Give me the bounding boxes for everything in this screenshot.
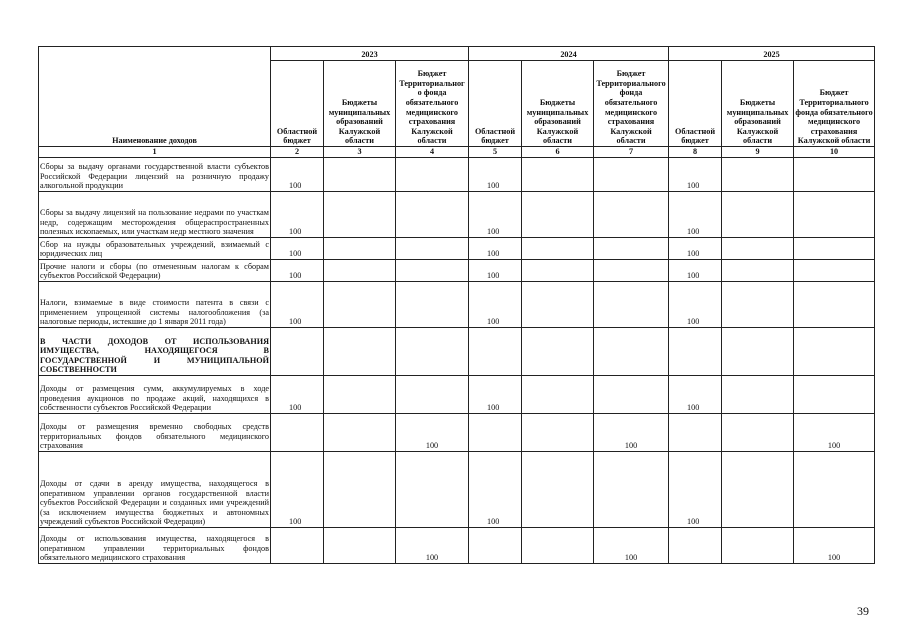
share-percent-cell bbox=[722, 376, 794, 414]
share-percent-cell bbox=[396, 452, 469, 528]
table-row bbox=[39, 528, 875, 564]
share-percent-cell: 100 bbox=[794, 528, 875, 564]
column-number: 8 bbox=[669, 147, 722, 158]
section-heading: В ЧАСТИ ДОХОДОВ ОТ ИСПОЛЬЗОВАНИЯ ИМУЩЕСТВА, НАХОДЯЩЕГОСЯ В ГОСУДАРСТВЕННОЙ И МУНИЦИПАЛЬНОЙ СОБСТВЕННОСТИ bbox=[39, 328, 271, 376]
share-percent-cell: 100 bbox=[271, 282, 324, 328]
share-percent-cell bbox=[722, 238, 794, 260]
column-number: 1 bbox=[39, 147, 271, 158]
share-percent-cell bbox=[594, 158, 669, 192]
share-percent-cell bbox=[522, 158, 594, 192]
share-percent-cell: 100 bbox=[669, 260, 722, 282]
share-percent-cell: 100 bbox=[594, 414, 669, 452]
income-name-cell: Доходы от сдачи в аренду имущества, находящегося в оперативном управлении органов государственной власти субъектов Российской Федерации и созданных ими учреждений (за исключением имущества бюджетных и автономных учреждений субъектов Российской Федерации) bbox=[39, 452, 271, 528]
share-percent-cell: 100 bbox=[271, 376, 324, 414]
share-percent-cell bbox=[594, 328, 669, 376]
share-percent-cell bbox=[594, 238, 669, 260]
header-municipal-budgets-2023: Бюджеты муниципальных образований Калужской области bbox=[324, 61, 396, 147]
share-percent-cell: 100 bbox=[669, 452, 722, 528]
header-municipal-budgets-2025: Бюджеты муниципальных образований Калужской области bbox=[722, 61, 794, 147]
column-number: 10 bbox=[794, 147, 875, 158]
share-percent-cell: 100 bbox=[271, 260, 324, 282]
table-row bbox=[39, 376, 875, 414]
share-percent-cell bbox=[396, 192, 469, 238]
income-name-cell: Сборы за выдачу органами государственной власти субъектов Российской Федерации лицензий на розничную продажу алкогольной продукции bbox=[39, 158, 271, 192]
share-percent-cell bbox=[794, 452, 875, 528]
share-percent-cell bbox=[396, 158, 469, 192]
share-percent-cell bbox=[522, 328, 594, 376]
share-percent-cell bbox=[522, 282, 594, 328]
share-percent-cell bbox=[794, 238, 875, 260]
share-percent-cell bbox=[469, 528, 522, 564]
share-percent-cell: 100 bbox=[469, 452, 522, 528]
header-income-name: Наименование доходов bbox=[39, 47, 271, 147]
share-percent-cell bbox=[396, 238, 469, 260]
share-percent-cell: 100 bbox=[271, 452, 324, 528]
share-percent-cell: 100 bbox=[669, 282, 722, 328]
share-percent-cell: 100 bbox=[469, 158, 522, 192]
share-percent-cell bbox=[722, 158, 794, 192]
income-name-cell: Доходы от размещения временно свободных средств территориальных фондов обязательного медицинского страхования bbox=[39, 414, 271, 452]
header-year-2023: 2023 bbox=[271, 47, 469, 61]
share-percent-cell bbox=[794, 158, 875, 192]
header-regional-budget-2023: Областной бюджет bbox=[271, 61, 324, 147]
share-percent-cell: 100 bbox=[594, 528, 669, 564]
section-heading-row bbox=[39, 328, 875, 376]
share-percent-cell: 100 bbox=[469, 238, 522, 260]
share-percent-cell bbox=[271, 528, 324, 564]
share-percent-cell bbox=[794, 260, 875, 282]
share-percent-cell bbox=[722, 260, 794, 282]
income-name-cell: Прочие налоги и сборы (по отмененным налогам к сборам субъектов Российской Федерации) bbox=[39, 260, 271, 282]
header-regional-budget-2024: Областной бюджет bbox=[469, 61, 522, 147]
share-percent-cell bbox=[522, 260, 594, 282]
share-percent-cell: 100 bbox=[469, 192, 522, 238]
share-percent-cell bbox=[794, 282, 875, 328]
column-number: 9 bbox=[722, 147, 794, 158]
column-number: 5 bbox=[469, 147, 522, 158]
table-row bbox=[39, 238, 875, 260]
column-number: 6 bbox=[522, 147, 594, 158]
header-year-2025: 2025 bbox=[669, 47, 875, 61]
share-percent-cell: 100 bbox=[396, 414, 469, 452]
share-percent-cell bbox=[594, 260, 669, 282]
column-number: 4 bbox=[396, 147, 469, 158]
share-percent-cell: 100 bbox=[669, 158, 722, 192]
header-municipal-budgets-2024: Бюджеты муниципальных образований Калужской области bbox=[522, 61, 594, 147]
share-percent-cell bbox=[522, 528, 594, 564]
share-percent-cell bbox=[722, 528, 794, 564]
share-percent-cell bbox=[396, 282, 469, 328]
share-percent-cell bbox=[324, 528, 396, 564]
income-name-cell: Сборы за выдачу лицензий на пользование недрами по участкам недр, содержащим месторождения общераспространенных полезных ископаемых, или участкам недр местного значения bbox=[39, 192, 271, 238]
header-health-fund-budget-2024: Бюджет Территориального фонда обязательного медицинского страхования Калужской области bbox=[594, 61, 669, 147]
share-percent-cell: 100 bbox=[469, 376, 522, 414]
share-percent-cell bbox=[522, 238, 594, 260]
share-percent-cell bbox=[669, 414, 722, 452]
share-percent-cell: 100 bbox=[271, 238, 324, 260]
share-percent-cell bbox=[522, 376, 594, 414]
share-percent-cell bbox=[469, 414, 522, 452]
share-percent-cell: 100 bbox=[669, 238, 722, 260]
share-percent-cell bbox=[396, 260, 469, 282]
share-percent-cell bbox=[324, 376, 396, 414]
table-row bbox=[39, 192, 875, 238]
page-number: 39 bbox=[857, 604, 869, 618]
table-row bbox=[39, 158, 875, 192]
share-percent-cell: 100 bbox=[794, 414, 875, 452]
share-percent-cell bbox=[722, 282, 794, 328]
income-name-cell: Доходы от использования имущества, находящегося в оперативном управлении территориальных фондов обязательного медицинского страхования bbox=[39, 528, 271, 564]
table-body bbox=[39, 158, 875, 564]
share-percent-cell bbox=[594, 282, 669, 328]
share-percent-cell: 100 bbox=[469, 260, 522, 282]
share-percent-cell bbox=[722, 452, 794, 528]
share-percent-cell bbox=[669, 328, 722, 376]
share-percent-cell bbox=[324, 282, 396, 328]
income-name-cell: Налоги, взимаемые в виде стоимости патента в связи с применением упрощенной системы налогообложения (за налоговые периоды, истекшие до 1 января 2011 года) bbox=[39, 282, 271, 328]
header-health-fund-budget-2023: Бюджет Территориальног о фонда обязательного медицинского страхования Калужской области bbox=[396, 61, 469, 147]
share-percent-cell bbox=[396, 376, 469, 414]
share-percent-cell bbox=[271, 414, 324, 452]
share-percent-cell bbox=[722, 414, 794, 452]
share-percent-cell bbox=[722, 192, 794, 238]
table-row bbox=[39, 260, 875, 282]
header-regional-budget-2025: Областной бюджет bbox=[669, 61, 722, 147]
share-percent-cell: 100 bbox=[271, 158, 324, 192]
share-percent-cell bbox=[794, 376, 875, 414]
column-number: 3 bbox=[324, 147, 396, 158]
table-row bbox=[39, 282, 875, 328]
share-percent-cell: 100 bbox=[271, 192, 324, 238]
share-percent-cell bbox=[324, 414, 396, 452]
share-percent-cell bbox=[324, 452, 396, 528]
share-percent-cell: 100 bbox=[669, 376, 722, 414]
share-percent-cell bbox=[722, 328, 794, 376]
share-percent-cell bbox=[794, 192, 875, 238]
share-percent-cell bbox=[324, 260, 396, 282]
share-percent-cell bbox=[669, 528, 722, 564]
share-percent-cell bbox=[594, 452, 669, 528]
share-percent-cell: 100 bbox=[396, 528, 469, 564]
share-percent-cell bbox=[594, 376, 669, 414]
share-percent-cell bbox=[396, 328, 469, 376]
share-percent-cell bbox=[469, 328, 522, 376]
share-percent-cell bbox=[794, 328, 875, 376]
share-percent-cell bbox=[324, 328, 396, 376]
revenue-distribution-table bbox=[38, 46, 875, 564]
income-name-cell: Сбор на нужды образовательных учреждений, взимаемый с юридических лиц bbox=[39, 238, 271, 260]
share-percent-cell bbox=[324, 158, 396, 192]
header-health-fund-budget-2025: Бюджет Территориального фонда обязательного медицинского страхования Калужской области bbox=[794, 61, 875, 147]
income-name-cell: Доходы от размещения сумм, аккумулируемых в ходе проведения аукционов по продаже акций, находящихся в собственности субъектов Российской Федерации bbox=[39, 376, 271, 414]
share-percent-cell bbox=[271, 328, 324, 376]
column-number: 2 bbox=[271, 147, 324, 158]
table-header bbox=[39, 47, 875, 158]
share-percent-cell bbox=[594, 192, 669, 238]
header-year-2024: 2024 bbox=[469, 47, 669, 61]
share-percent-cell bbox=[522, 414, 594, 452]
share-percent-cell bbox=[324, 238, 396, 260]
column-number: 7 bbox=[594, 147, 669, 158]
share-percent-cell: 100 bbox=[469, 282, 522, 328]
share-percent-cell bbox=[522, 452, 594, 528]
share-percent-cell: 100 bbox=[669, 192, 722, 238]
share-percent-cell bbox=[324, 192, 396, 238]
share-percent-cell bbox=[522, 192, 594, 238]
table-row bbox=[39, 414, 875, 452]
table-row bbox=[39, 452, 875, 528]
